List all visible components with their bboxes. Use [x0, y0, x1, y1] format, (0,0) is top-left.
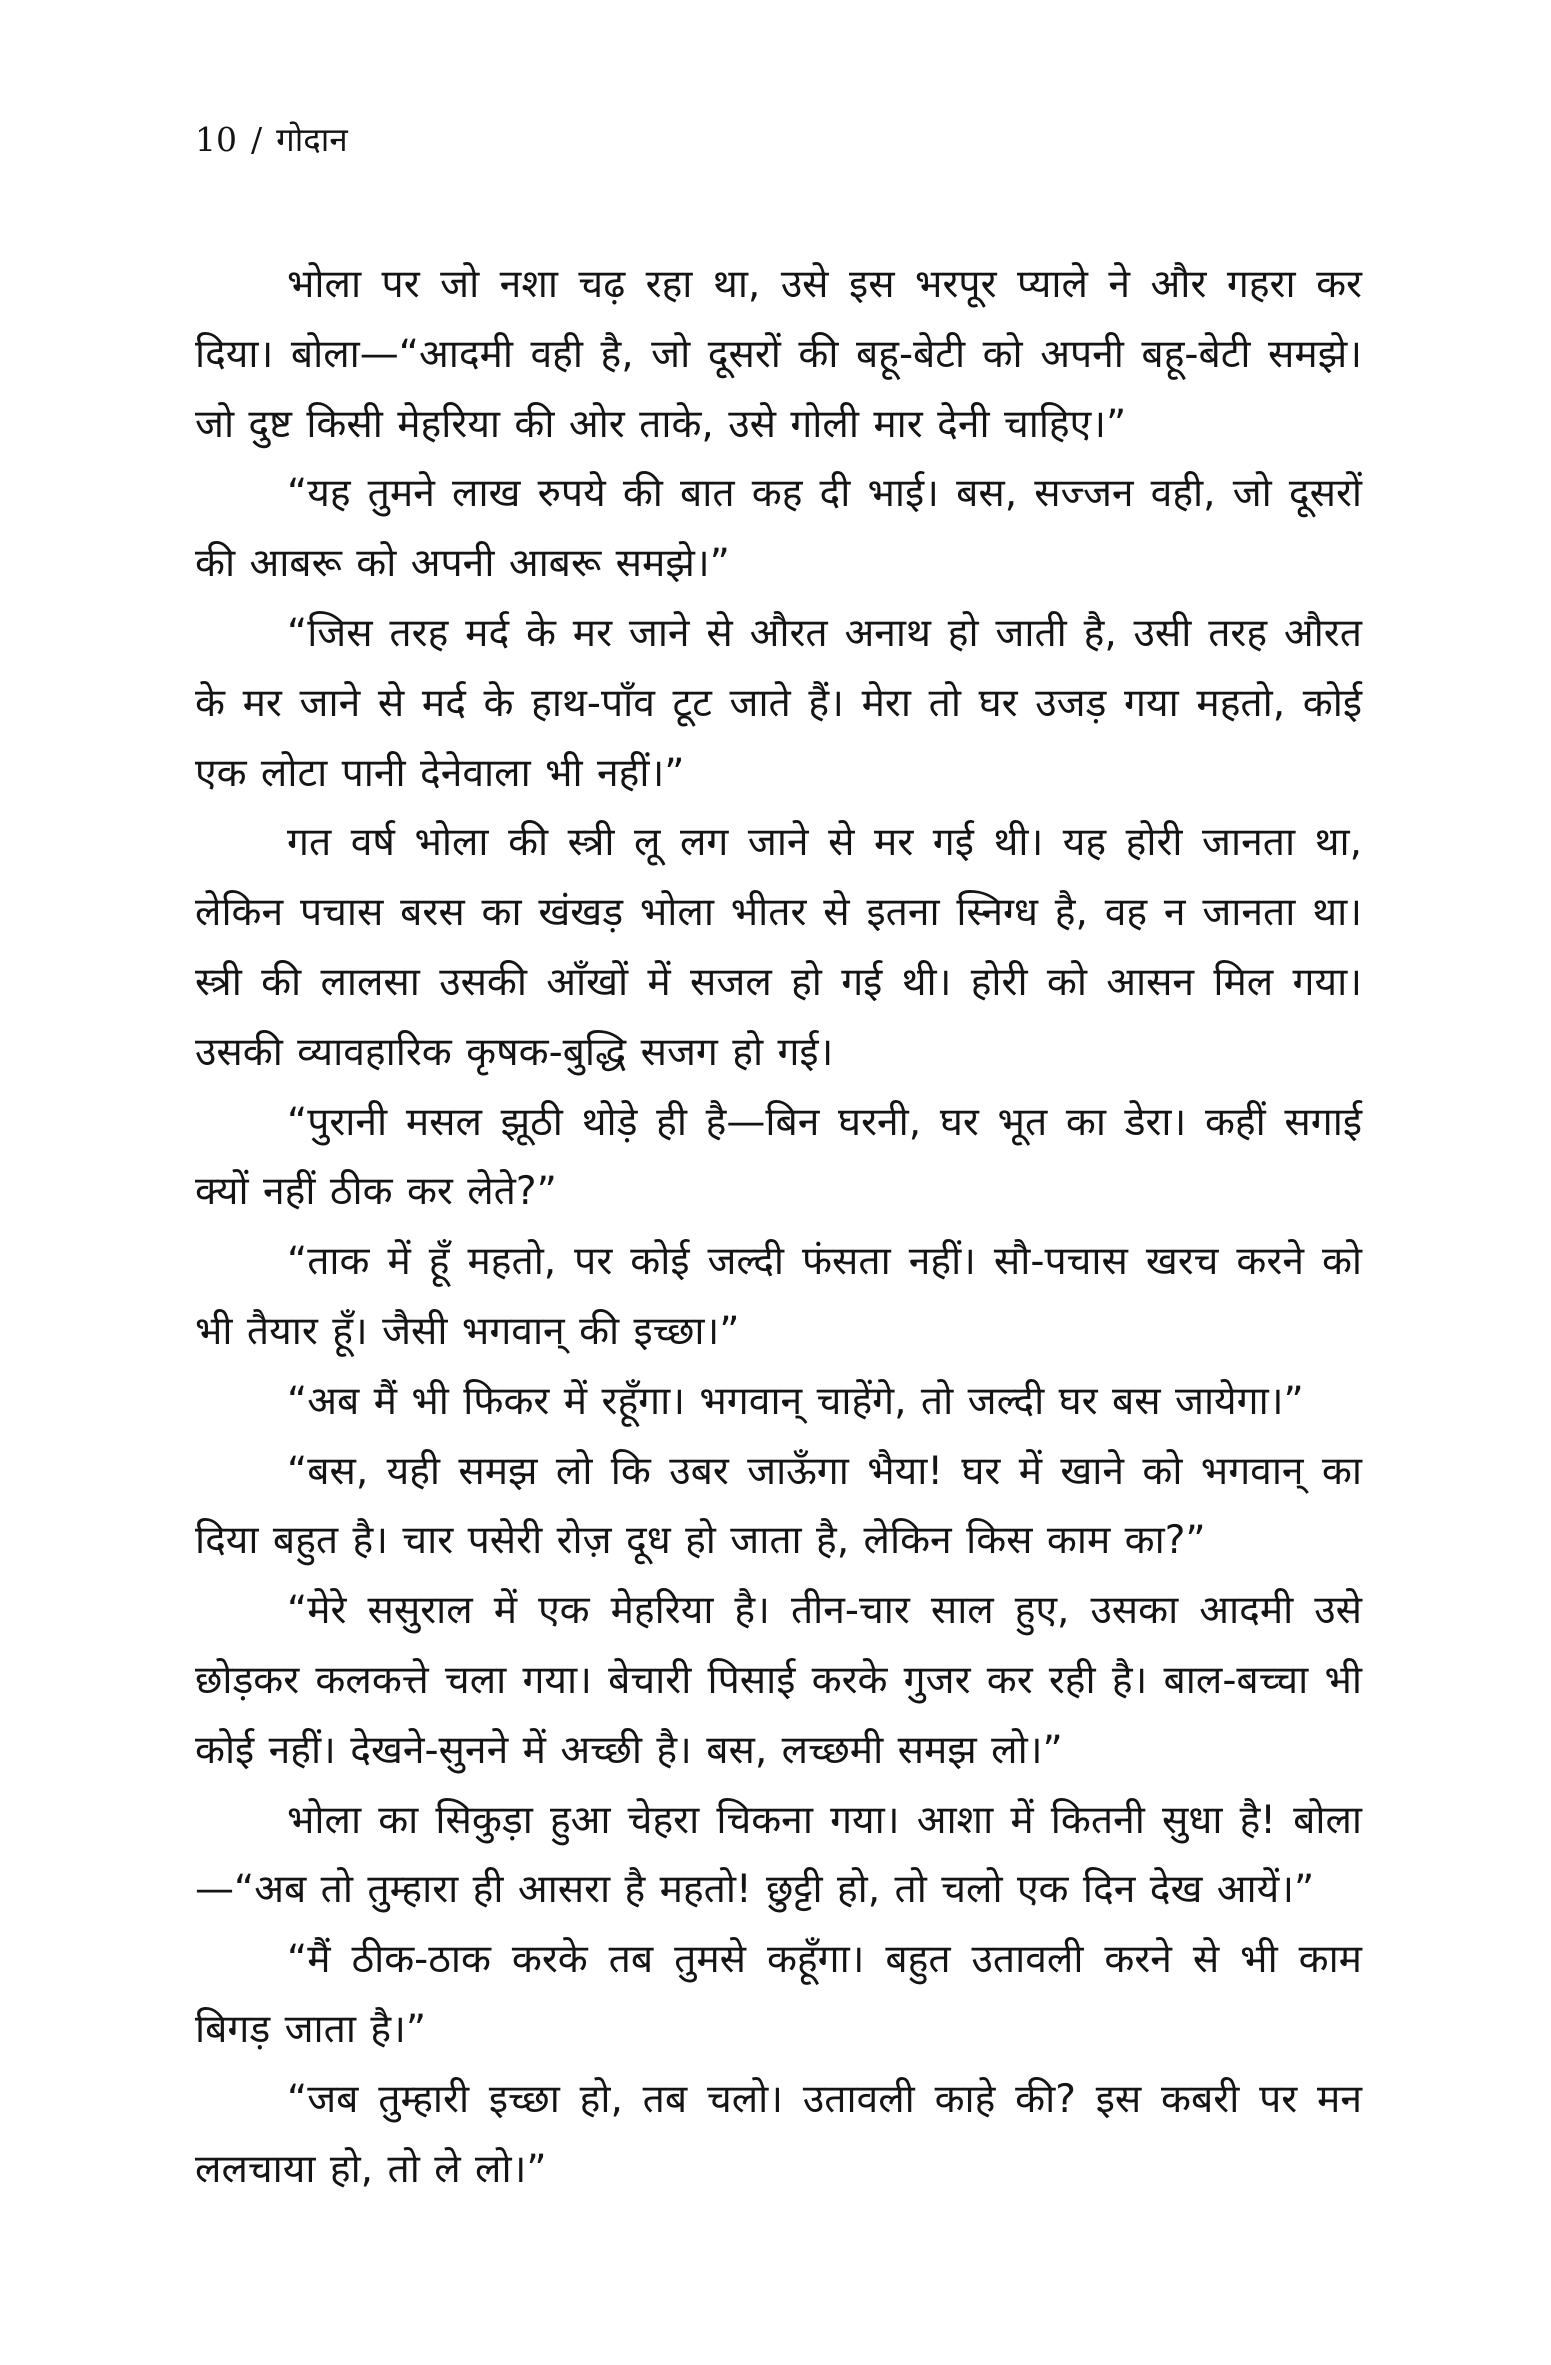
paragraph: “मेरे ससुराल में एक मेहरिया है। तीन-चार साल हुए, उसका आदमी उसे छोड़कर कलकत्ते चला गया। बेचारी पिसाई करके गुजर कर रही है। बाल-बच्चा भी कोई नहीं। देखने-सुनने में अच्छी है। बस, लच्छमी समझ लो।” [195, 1588, 1362, 1773]
running-head [195, 118, 348, 162]
paragraph: “पुरानी मसल झूठी थोड़े ही है—बिन घरनी, घर भूत का डेरा। कहीं सगाई क्यों नहीं ठीक कर लेते?” [195, 1099, 1362, 1215]
paragraph: गत वर्ष भोला की स्त्री लू लग जाने से मर गई थी। यह होरी जानता था, लेकिन पचास बरस का खंखड़ भोला भीतर से इतना स्निग्ध है, वह न जानता था। स्त्री की लालसा उसकी आँखों में सजल हो गई थी। होरी को आसन मिल गया। उसकी व्यावहारिक कृषक-बुद्धि सजग हो गई। [195, 820, 1362, 1075]
text-body [195, 250, 1362, 2204]
paragraph: भोला का सिकुड़ा हुआ चेहरा चिकना गया। आशा में कितनी सुधा है! बोला—“अब तो तुम्हारा ही आसरा है महतो! छुट्टी हो, तो चलो एक दिन देख आयें।” [195, 1797, 1362, 1913]
paragraph: “बस, यही समझ लो कि उबर जाऊँगा भैया! घर में खाने को भगवान् का दिया बहुत है। चार पसेरी रोज़ दूध हो जाता है, लेकिन किस काम का?” [195, 1448, 1362, 1564]
paragraph: “जब तुम्हारी इच्छा हो, तब चलो। उतावली काहे की? इस कबरी पर मन ललचाया हो, तो ले लो।” [195, 2076, 1362, 2192]
paragraph: “मैं ठीक-ठाक करके तब तुमसे कहूँगा। बहुत उतावली करने से भी काम बिगड़ जाता है।” [195, 1937, 1362, 2052]
paragraph: “अब मैं भी फिकर में रहूँगा। भगवान् चाहेंगे, तो जल्दी घर बस जायेगा।” [287, 1378, 1304, 1424]
paragraph: “जिस तरह मर्द के मर जाने से औरत अनाथ हो जाती है, उसी तरह औरत के मर जाने से मर्द के हाथ-पाँव टूट जाते हैं। मेरा तो घर उजड़ गया महतो, कोई एक लोटा पानी देनेवाला भी नहीं।” [195, 610, 1362, 796]
paragraph: “यह तुमने लाख रुपये की बात कह दी भाई। बस, सज्जन वही, जो दूसरों की आबरू को अपनी आबरू समझे।” [195, 471, 1362, 587]
header-separator: / [251, 120, 263, 159]
paragraph: “ताक में हूँ महतो, पर कोई जल्दी फंसता नहीं। सौ-पचास खरच करने को भी तैयार हूँ। जैसी भगवान् की इच्छा।” [195, 1239, 1362, 1354]
paragraph: भोला पर जो नशा चढ़ रहा था, उसे इस भरपूर प्याले ने और गहरा कर दिया। बोला—“आदमी वही है, जो दूसरों की बहू-बेटी को अपनी बहू-बेटी समझे। जो दुष्ट किसी मेहरिया की ओर ताके, उसे गोली मार देनी चाहिए।” [195, 262, 1362, 447]
page-number: 10 [195, 120, 237, 159]
book-title: गोदान [276, 120, 348, 159]
